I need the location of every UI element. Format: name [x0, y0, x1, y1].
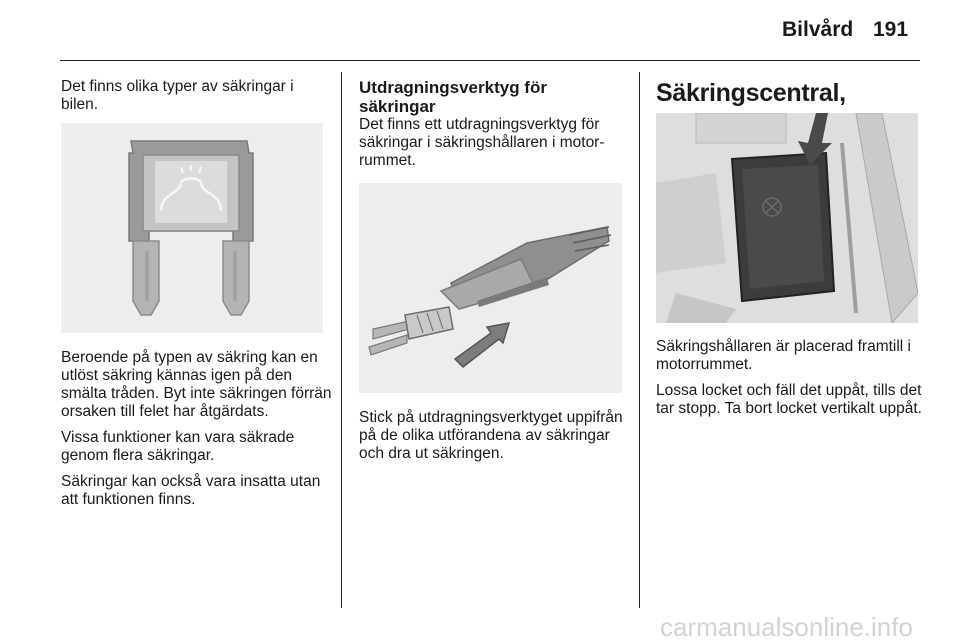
intro-text: Det finns olika typer av säkringar i bilen. [61, 78, 294, 113]
fusebox-photo [656, 113, 918, 323]
column-fuse-types [61, 78, 329, 122]
fuse-illustration [61, 123, 323, 333]
column-puller [359, 78, 627, 178]
intro-text: Det finns ett utdragningsverktyg för säkringar i säkringshållaren i motorrummet. [359, 116, 605, 169]
paragraph: Beroende på typen av säkring kan en utlöst säkring kännas igen på den smälta tråden. Byt inte säkringen förrän orsaken till felet har åtgärdats. [61, 349, 332, 420]
caption-text: Stick på utdragningsverktyget uppifrån på de olika utförandena av säkringar och dra ut säkringen. [359, 409, 623, 462]
column-puller-caption [359, 409, 627, 471]
puller-illustration [359, 183, 622, 393]
column-divider-1 [341, 72, 342, 608]
section-title: Bilvård [782, 18, 854, 41]
paragraph: Lossa locket och fäll det uppåt, tills det tar stopp. Ta bort locket vertikalt uppåt. [656, 382, 922, 417]
page-number: 191 [873, 18, 909, 41]
paragraph: Säkringshållaren är placerad framtill i motorrummet. [656, 338, 912, 373]
watermark: carmanualsonline.info [660, 612, 913, 642]
header-rule [60, 60, 920, 61]
paragraph: Vissa funktioner kan vara säkrade genom flera säkringar. [61, 429, 295, 464]
section-heading: Utdragningsverktyg för säkringar [359, 78, 547, 116]
section-heading: Säkringscentral, [656, 79, 846, 107]
column-fusebox-body [656, 338, 928, 426]
paragraph: Säkringar kan också vara insatta utan att funktionen finns. [61, 473, 321, 508]
column-fuse-body [61, 349, 333, 517]
column-divider-2 [639, 72, 640, 608]
